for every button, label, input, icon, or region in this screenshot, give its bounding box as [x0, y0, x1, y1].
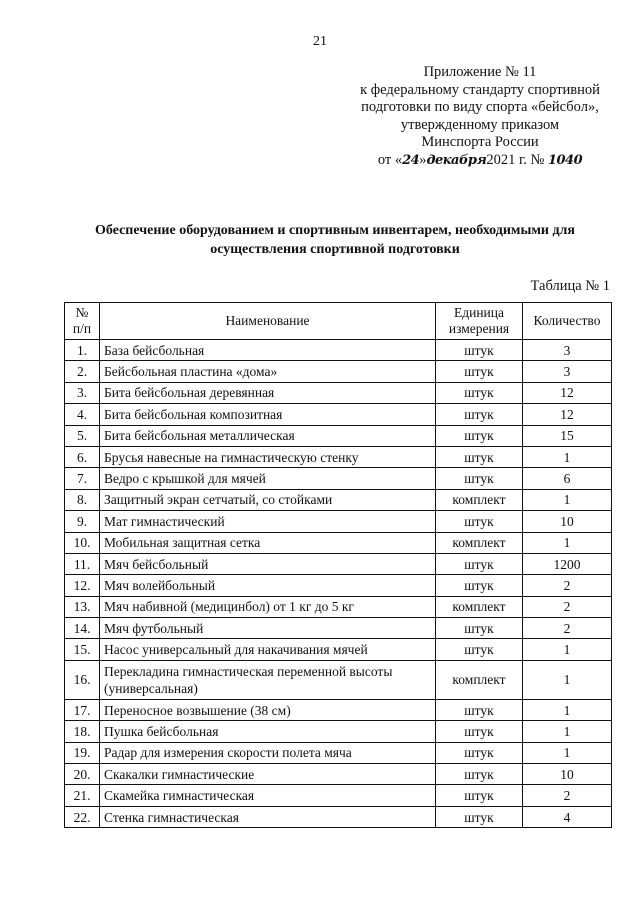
table-row: [65, 618, 612, 639]
row-unit: штук: [436, 468, 523, 489]
table-row: [65, 575, 612, 596]
row-name: Мобильная защитная сетка: [100, 532, 436, 553]
table-row: [65, 721, 612, 742]
row-number: 12.: [65, 575, 100, 596]
row-number: 9.: [65, 511, 100, 532]
table-row: [65, 699, 612, 720]
row-unit: штук: [436, 382, 523, 403]
row-unit: комплект: [436, 489, 523, 510]
row-name: Стенка гимнастическая: [100, 806, 436, 827]
row-name: Защитный экран сетчатый, со стойками: [100, 489, 436, 510]
row-number: 16.: [65, 660, 100, 699]
table-row: [65, 511, 612, 532]
row-name: Мяч набивной (медицинбол) от 1 кг до 5 кг: [100, 596, 436, 617]
row-number: 15.: [65, 639, 100, 660]
row-number: 20.: [65, 764, 100, 785]
row-unit: штук: [436, 721, 523, 742]
table-row: [65, 340, 612, 361]
row-number: 6.: [65, 446, 100, 467]
table-row: [65, 382, 612, 403]
row-number: 3.: [65, 382, 100, 403]
table-row: [65, 532, 612, 553]
row-unit: комплект: [436, 532, 523, 553]
row-name: Радар для измерения скорости полета мяча: [100, 742, 436, 763]
row-number: 17.: [65, 699, 100, 720]
table-row: [65, 425, 612, 446]
row-unit: штук: [436, 639, 523, 660]
date-prefix: от «: [377, 151, 403, 168]
row-number: 4.: [65, 404, 100, 425]
row-number: 1.: [65, 340, 100, 361]
row-qty: 1: [523, 639, 612, 660]
row-unit: штук: [436, 618, 523, 639]
row-qty: 2: [523, 618, 612, 639]
row-unit: комплект: [436, 596, 523, 617]
row-qty: 1: [523, 660, 612, 699]
row-number: 13.: [65, 596, 100, 617]
row-unit: штук: [436, 404, 523, 425]
row-unit: комплект: [436, 660, 523, 699]
table-row: [65, 764, 612, 785]
row-qty: 1200: [523, 553, 612, 574]
row-name: Скакалки гимнастические: [100, 764, 436, 785]
row-name: Брусья навесные на гимнастическую стенку: [100, 446, 436, 467]
row-unit: штук: [436, 575, 523, 596]
order-date-line: [330, 152, 630, 170]
header-qty: Количество: [523, 303, 612, 340]
row-qty: 10: [523, 511, 612, 532]
row-name: Насос универсальный для накачивания мячей: [100, 639, 436, 660]
row-name: Мяч волейбольный: [100, 575, 436, 596]
row-number: 2.: [65, 361, 100, 382]
row-qty: 2: [523, 575, 612, 596]
row-unit: штук: [436, 806, 523, 827]
appendix-header: [330, 64, 630, 169]
row-unit: штук: [436, 340, 523, 361]
row-qty: 2: [523, 596, 612, 617]
appendix-line: Минспорта России: [421, 134, 539, 150]
table-row: [65, 785, 612, 806]
page-number: 21: [313, 34, 327, 49]
row-number: 10.: [65, 532, 100, 553]
header-unit: Единица измерения: [436, 303, 523, 340]
row-qty: 1: [523, 721, 612, 742]
row-unit: штук: [436, 425, 523, 446]
row-name: Скамейка гимнастическая: [100, 785, 436, 806]
appendix-line: к федеральному стандарту спортивной: [360, 81, 600, 98]
table-row: [65, 806, 612, 827]
row-name: Бейсбольная пластина «дома»: [100, 361, 436, 382]
table-row: [65, 489, 612, 510]
row-qty: 15: [523, 425, 612, 446]
row-number: 14.: [65, 618, 100, 639]
date-year: 2021 г. №: [486, 151, 545, 168]
table-row: [65, 639, 612, 660]
row-qty: 10: [523, 764, 612, 785]
row-unit: штук: [436, 361, 523, 382]
table-header-row: [65, 303, 612, 340]
table-body: [65, 340, 612, 828]
row-unit: штук: [436, 785, 523, 806]
row-number: 19.: [65, 742, 100, 763]
table-row: [65, 446, 612, 467]
table-row: [65, 404, 612, 425]
table-row: [65, 596, 612, 617]
table-row: [65, 660, 612, 699]
table-row: [65, 468, 612, 489]
row-name: Перекладина гимнастическая переменной высоты (универсальная): [100, 660, 436, 699]
row-number: 7.: [65, 468, 100, 489]
appendix-title: Приложение № 11: [423, 64, 537, 80]
row-number: 21.: [65, 785, 100, 806]
row-qty: 12: [523, 404, 612, 425]
header-number: № п/п: [65, 303, 100, 340]
table-label: Таблица № 1: [530, 278, 610, 294]
row-qty: 2: [523, 785, 612, 806]
row-name: Мяч бейсбольный: [100, 553, 436, 574]
row-name: Бита бейсбольная деревянная: [100, 382, 436, 403]
row-name: Переносное возвышение (38 см): [100, 699, 436, 720]
row-unit: штук: [436, 511, 523, 532]
row-name: Бита бейсбольная композитная: [100, 404, 436, 425]
row-qty: 3: [523, 340, 612, 361]
header-name: Наименование: [100, 303, 436, 340]
document-title: Обеспечение оборудованием и спортивным инвентарем, необходимыми для осуществления спортивной подготовки: [95, 223, 575, 257]
row-qty: 1: [523, 699, 612, 720]
row-unit: штук: [436, 446, 523, 467]
row-qty: 4: [523, 806, 612, 827]
row-unit: штук: [436, 553, 523, 574]
row-number: 22.: [65, 806, 100, 827]
row-qty: 1: [523, 532, 612, 553]
row-number: 8.: [65, 489, 100, 510]
row-number: 18.: [65, 721, 100, 742]
row-number: 11.: [65, 553, 100, 574]
table-row: [65, 742, 612, 763]
order-number: 1040: [547, 152, 583, 168]
equipment-table: [64, 302, 612, 828]
row-name: Бита бейсбольная металлическая: [100, 425, 436, 446]
row-number: 5.: [65, 425, 100, 446]
table-row: [65, 553, 612, 574]
row-name: База бейсбольная: [100, 340, 436, 361]
row-name: Мяч футбольный: [100, 618, 436, 639]
appendix-line: утвержденному приказом: [400, 116, 560, 133]
row-name: Мат гимнастический: [100, 511, 436, 532]
date-mid: »: [419, 151, 427, 168]
row-unit: штук: [436, 742, 523, 763]
row-qty: 1: [523, 489, 612, 510]
table-row: [65, 361, 612, 382]
appendix-line: подготовки по виду спорта «бейсбол»,: [361, 99, 599, 115]
row-qty: 12: [523, 382, 612, 403]
row-qty: 6: [523, 468, 612, 489]
row-qty: 1: [523, 742, 612, 763]
row-qty: 1: [523, 446, 612, 467]
row-qty: 3: [523, 361, 612, 382]
date-month: декабря: [426, 152, 487, 168]
row-name: Ведро с крышкой для мячей: [100, 468, 436, 489]
date-day: 24: [402, 152, 420, 168]
row-unit: штук: [436, 764, 523, 785]
row-name: Пушка бейсбольная: [100, 721, 436, 742]
row-unit: штук: [436, 699, 523, 720]
